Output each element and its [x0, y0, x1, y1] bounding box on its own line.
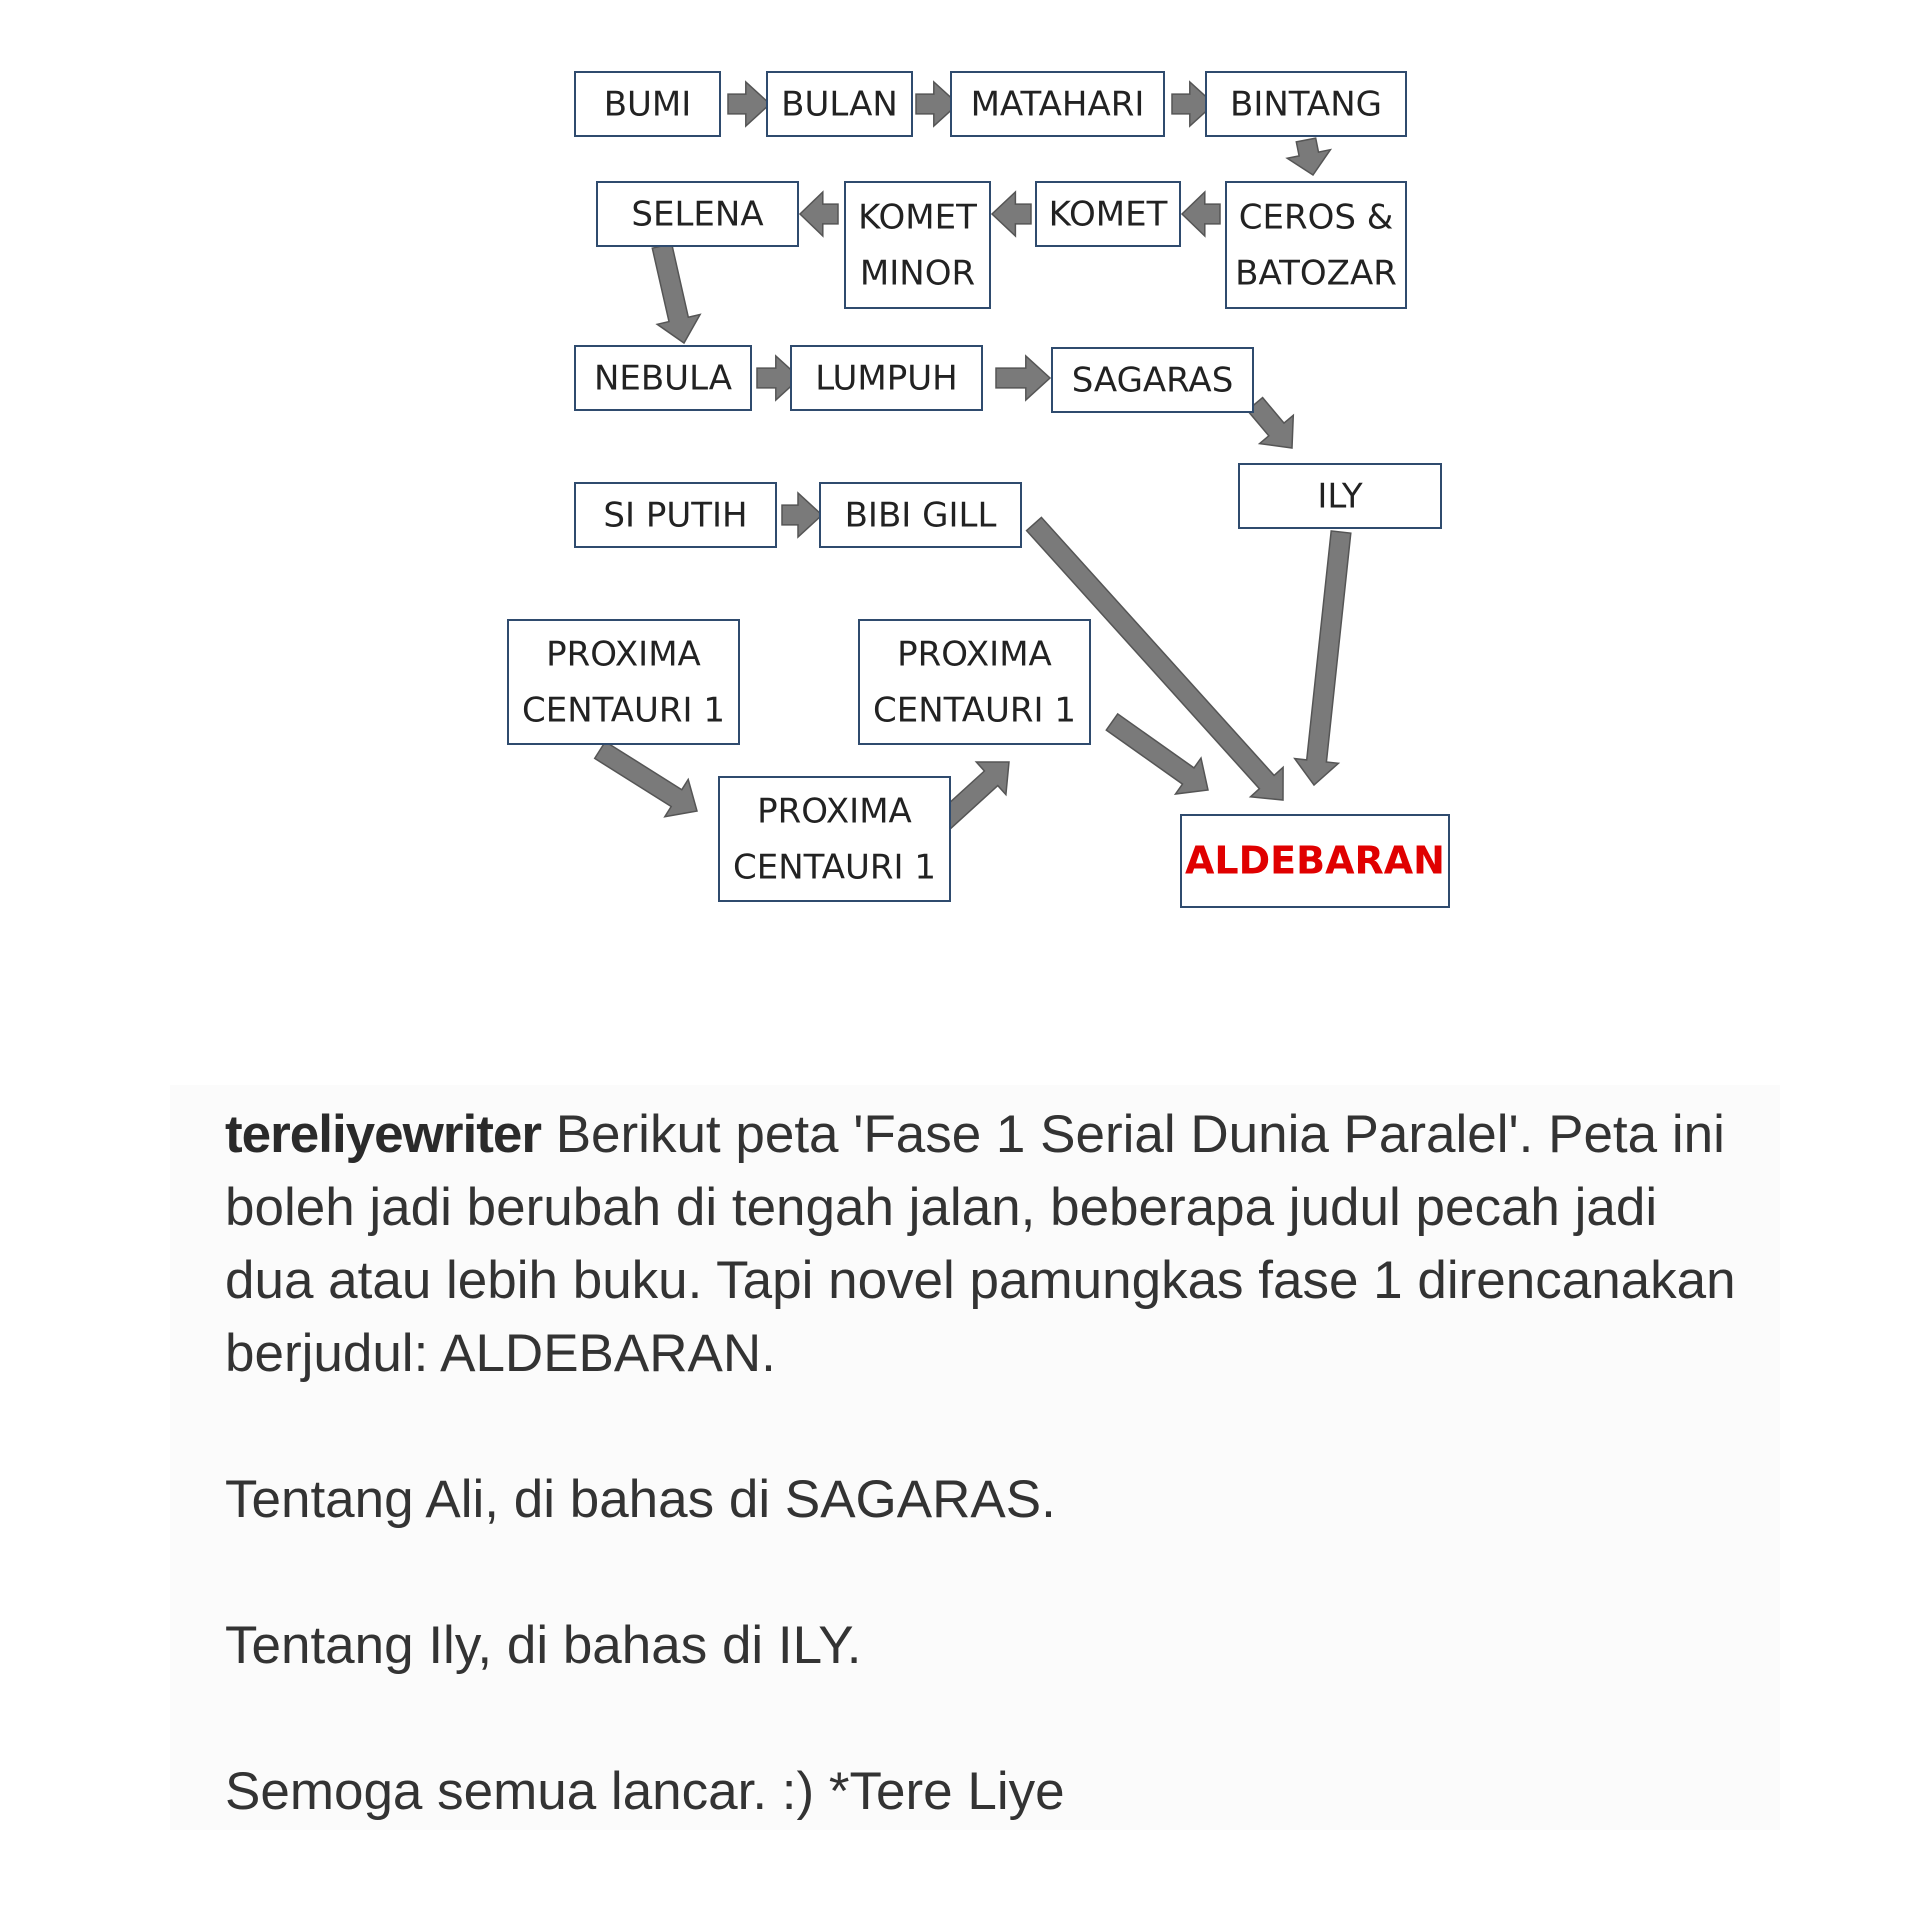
node-komet-minor: [845, 182, 990, 308]
caption-main-paragraph: [225, 1098, 1745, 1390]
node-label: PROXIMA: [546, 634, 701, 675]
arrow-si-putih-to-bibi-gill: [782, 493, 822, 537]
node-label: LUMPUH: [815, 358, 958, 399]
arrow-shape: [1247, 398, 1293, 448]
caption-line-ali: Tentang Ali, di bahas di SAGARAS.: [225, 1470, 1056, 1529]
username[interactable]: tereliyewriter: [225, 1105, 541, 1164]
arrow-shape: [1295, 531, 1351, 785]
node-label: NEBULA: [593, 358, 733, 399]
node-komet: [1036, 182, 1180, 246]
node-label: BATOZAR: [1235, 253, 1397, 294]
node-label: ALDEBARAN: [1185, 838, 1445, 883]
node-lumpuh: [791, 346, 982, 410]
node-label: CEROS &: [1238, 197, 1394, 238]
node-proxima-a: [508, 620, 739, 744]
node-bintang: [1206, 72, 1406, 136]
node-label: KOMET: [858, 197, 977, 238]
node-label: ILY: [1317, 476, 1363, 517]
arrow-shape: [652, 244, 700, 343]
arrow-komet-minor-to-selena: [800, 192, 838, 236]
arrow-proxima-a-to-proxima-c: [595, 742, 697, 817]
node-nebula: [575, 346, 751, 410]
caption-line-ily: Tentang Ily, di bahas di ILY.: [225, 1616, 862, 1675]
arrow-ceros-batozar-to-komet: [1182, 192, 1220, 236]
arrow-shape: [996, 356, 1050, 400]
arrow-shape: [595, 742, 697, 817]
arrow-shape: [728, 82, 770, 126]
arrow-komet-to-komet-minor: [992, 192, 1031, 236]
arrow-ily-to-aldebaran: [1295, 531, 1351, 785]
arrow-selena-to-nebula: [652, 244, 700, 343]
caption-line-closing: Semoga semua lancar. :) *Tere Liye: [225, 1762, 1065, 1821]
node-bibi-gill: [820, 483, 1021, 547]
node-label: BIBI GILL: [844, 495, 997, 536]
node-label: KOMET: [1048, 194, 1168, 235]
node-proxima-c: [719, 777, 950, 901]
arrow-shape: [1106, 714, 1208, 794]
node-label: MATAHARI: [970, 84, 1145, 125]
node-label: SI PUTIH: [603, 495, 748, 536]
node-matahari: [951, 72, 1164, 136]
node-sagaras: [1052, 348, 1253, 412]
arrow-bintang-to-ceros-batozar: [1287, 138, 1330, 175]
node-label: SELENA: [631, 194, 764, 235]
arrow-proxima-b-to-aldebaran: [1106, 714, 1208, 794]
node-ceros-batozar: [1226, 182, 1406, 308]
node-selena: [597, 182, 798, 246]
caption-post-text: Berikut peta 'Fase 1 Serial Dunia Paralel'. Peta ini boleh jadi berubah di tengah jalan, beberapa judul pecah jadi dua atau lebih buku. Tapi novel pamungkas fase 1 direncanakan berjudul: ALDEBARAN.: [225, 1105, 1736, 1383]
arrow-lumpuh-to-sagaras: [996, 356, 1050, 400]
arrow-shape: [782, 493, 822, 537]
node-label: MINOR: [859, 253, 976, 294]
arrow-bumi-to-bulan: [728, 82, 770, 126]
post-caption: [225, 1098, 1745, 1901]
arrow-shape: [1182, 192, 1220, 236]
node-label: BUMI: [603, 84, 692, 125]
node-proxima-b: [859, 620, 1090, 744]
node-label: PROXIMA: [757, 791, 912, 832]
node-label: CENTAURI 1: [521, 690, 726, 731]
node-bulan: [767, 72, 912, 136]
arrow-sagaras-to-ily: [1247, 398, 1293, 448]
node-bumi: [575, 72, 720, 136]
arrow-shape: [1287, 138, 1330, 175]
node-ily: [1239, 464, 1441, 528]
arrow-shape: [800, 192, 838, 236]
node-si-putih: [575, 483, 776, 547]
node-label: SAGARAS: [1071, 360, 1234, 401]
node-label: BULAN: [781, 84, 898, 125]
node-aldebaran: [1181, 815, 1449, 907]
node-label: CENTAURI 1: [872, 690, 1077, 731]
arrow-shape: [992, 192, 1031, 236]
node-label: CENTAURI 1: [732, 847, 937, 888]
node-label: BINTANG: [1230, 84, 1382, 125]
node-label: PROXIMA: [897, 634, 1052, 675]
